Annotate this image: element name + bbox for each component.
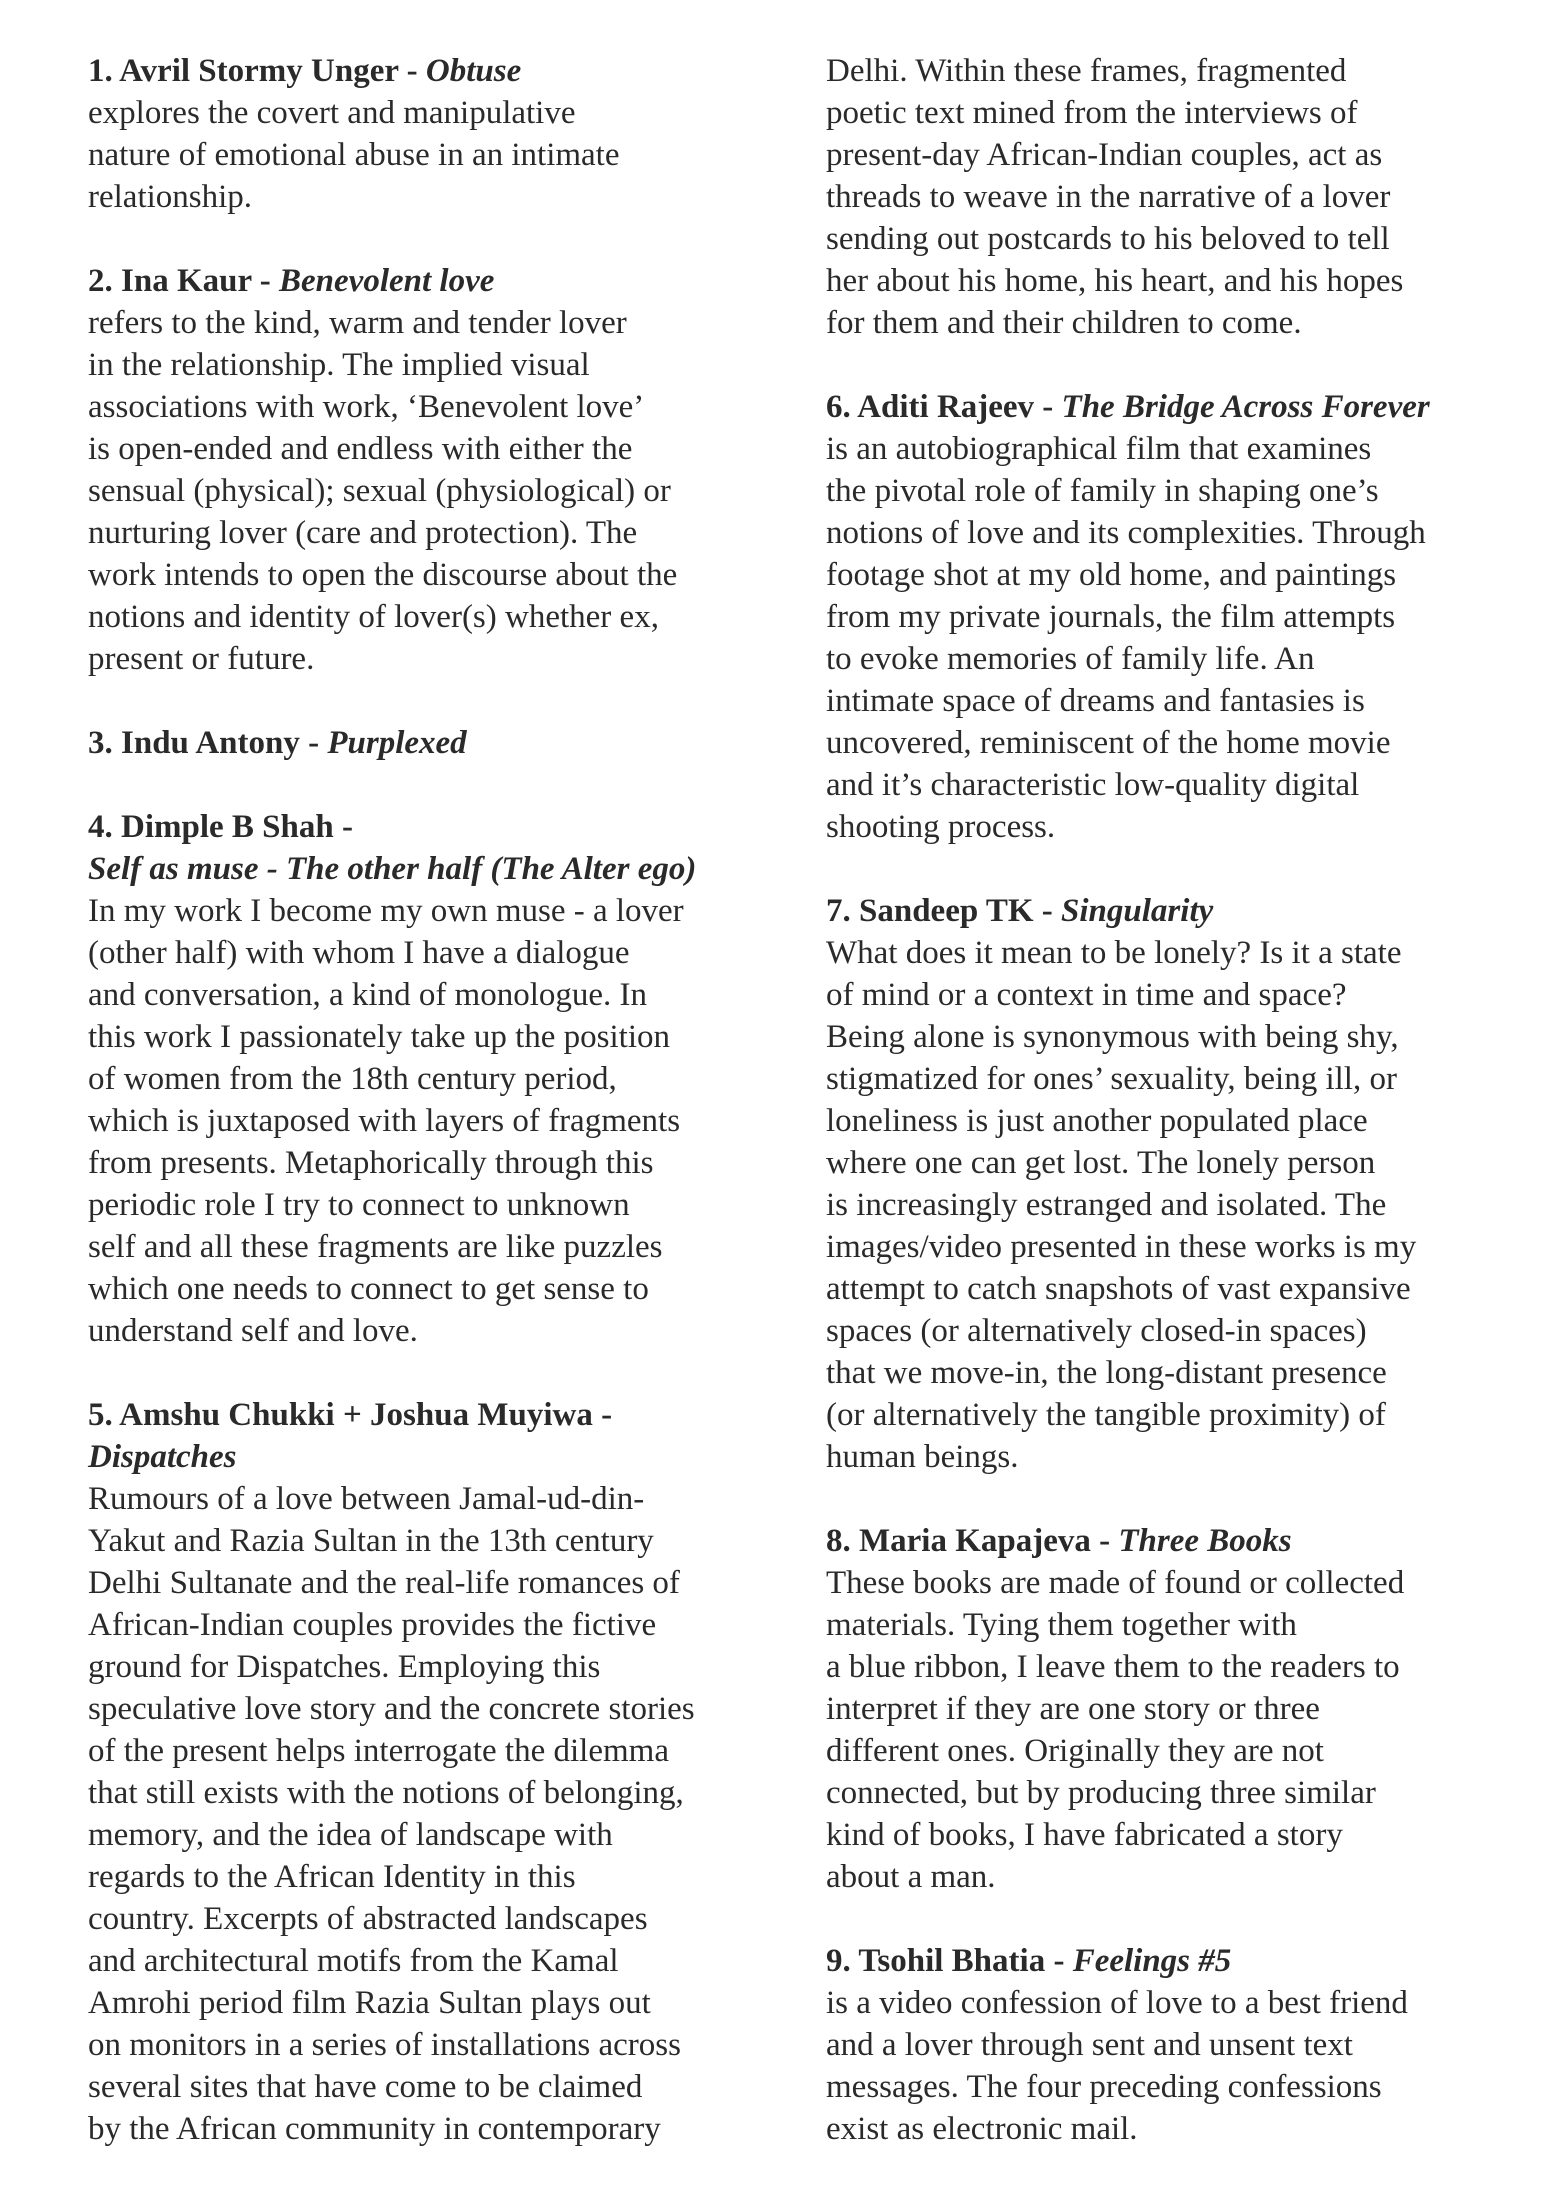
body-line: is an autobiographical film that examines [826, 431, 1372, 467]
right-column [826, 50, 1466, 2150]
artist-entry-3 [88, 722, 740, 764]
artist-entry-8 [826, 1520, 1466, 1898]
body-line: Yakut and Razia Sultan in the 13th century [88, 1523, 654, 1559]
body-line: this work I passionately take up the position [88, 1019, 670, 1055]
entry-heading-line [88, 50, 740, 92]
body-line: of women from the 18th century period, [88, 1061, 617, 1097]
body-line: a blue ribbon, I leave them to the readers to [826, 1649, 1400, 1685]
body-line: that still exists with the notions of belonging, [88, 1775, 684, 1811]
continuation-text [826, 50, 1466, 344]
body-line: memory, and the idea of landscape with [88, 1817, 613, 1853]
body-line: (or alternatively the tangible proximity) of [826, 1397, 1386, 1433]
body-line: refers to the kind, warm and tender lover [88, 305, 627, 341]
body-line: notions of love and its complexities. Through [826, 515, 1426, 551]
body-line: ground for Dispatches. Employing this [88, 1649, 601, 1685]
entry-heading-line [826, 386, 1466, 428]
body-line: by the African community in contemporary [88, 2111, 661, 2147]
body-line: and architectural motifs from the Kamal [88, 1943, 619, 1979]
left-column [88, 50, 740, 2150]
body-line: present-day African-Indian couples, act as [826, 137, 1383, 173]
body-line: explores the covert and manipulative [88, 95, 576, 131]
body-line: stigmatized for ones’ sexuality, being ill, or [826, 1061, 1397, 1097]
body-line: materials. Tying them together with [826, 1607, 1297, 1643]
body-line: threads to weave in the narrative of a lover [826, 179, 1391, 215]
body-line: from my private journals, the film attempts [826, 599, 1396, 635]
body-line: sensual (physical); sexual (physiological) or [88, 473, 671, 509]
entry-title: Singularity [1061, 893, 1214, 929]
body-line: attempt to catch snapshots of vast expansive [826, 1271, 1411, 1307]
body-line: connected, but by producing three similar [826, 1775, 1376, 1811]
entry-heading-line [826, 890, 1466, 932]
artist-entry-1 [88, 50, 740, 218]
entry-heading: 1. Avril Stormy Unger - [88, 53, 426, 89]
body-line: which one needs to connect to get sense to [88, 1271, 649, 1307]
body-line: present or future. [88, 641, 315, 677]
body-line: of mind or a context in time and space? [826, 977, 1347, 1013]
body-line: that we move-in, the long-distant presence [826, 1355, 1387, 1391]
body-line: human beings. [826, 1439, 1019, 1475]
body-line: loneliness is just another populated place [826, 1103, 1368, 1139]
entry-title: Obtuse [425, 53, 522, 89]
body-line: work intends to open the discourse about the [88, 557, 678, 593]
entry-heading: 4. Dimple B Shah - [88, 809, 353, 845]
body-line: about a man. [826, 1859, 996, 1895]
body-line: her about his home, his heart, and his hopes [826, 263, 1404, 299]
entry-title: Self as muse - The other half (The Alter ego) [88, 851, 697, 887]
body-line: images/video presented in these works is my [826, 1229, 1417, 1265]
entry-title: Feelings #5 [1072, 1943, 1232, 1979]
body-line: uncovered, reminiscent of the home movie [826, 725, 1391, 761]
body-line: understand self and love. [88, 1313, 418, 1349]
entry-heading: 7. Sandeep TK - [826, 893, 1062, 929]
body-line: African-Indian couples provides the fictive [88, 1607, 657, 1643]
artist-entry-2 [88, 260, 740, 680]
body-line: shooting process. [826, 809, 1056, 845]
body-line: for them and their children to come. [826, 305, 1302, 341]
body-line: and conversation, a kind of monologue. In [88, 977, 648, 1013]
body-line: several sites that have come to be claimed [88, 2069, 643, 2105]
artist-entry-7 [826, 890, 1466, 1478]
entry-title: Three Books [1118, 1523, 1292, 1559]
artist-entry-5 [88, 1394, 740, 2150]
body-line: and it’s characteristic low-quality digital [826, 767, 1360, 803]
body-line: footage shot at my old home, and paintings [826, 557, 1397, 593]
body-line: sending out postcards to his beloved to tell [826, 221, 1390, 257]
body-line: In my work I become my own muse - a lover [88, 893, 684, 929]
artist-entry-4 [88, 806, 740, 1352]
body-line: is open-ended and endless with either the [88, 431, 633, 467]
body-line: associations with work, ‘Benevolent love’ [88, 389, 645, 425]
body-line: where one can get lost. The lonely person [826, 1145, 1376, 1181]
body-line: Being alone is synonymous with being shy, [826, 1019, 1399, 1055]
body-line: Amrohi period film Razia Sultan plays out [88, 1985, 651, 2021]
entry-title: Benevolent love [279, 263, 495, 299]
body-line: exist as electronic mail. [826, 2111, 1138, 2147]
body-line: relationship. [88, 179, 253, 215]
body-line: different ones. Originally they are not [826, 1733, 1324, 1769]
body-line: messages. The four preceding confessions [826, 2069, 1382, 2105]
body-line: which is juxtaposed with layers of fragments [88, 1103, 681, 1139]
body-line: kind of books, I have fabricated a story [826, 1817, 1343, 1853]
body-line: interpret if they are one story or three [826, 1691, 1320, 1727]
body-line: speculative love story and the concrete stories [88, 1691, 695, 1727]
body-line: Rumours of a love between Jamal-ud-din- [88, 1481, 645, 1517]
body-line: notions and identity of lover(s) whether ex, [88, 599, 659, 635]
body-line: Delhi. Within these frames, fragmented [826, 53, 1347, 89]
body-line: periodic role I try to connect to unknown [88, 1187, 630, 1223]
body-line: is increasingly estranged and isolated. The [826, 1187, 1387, 1223]
entry-title: The Bridge Across Forever [1061, 389, 1430, 425]
entry-heading: 8. Maria Kapajeva - [826, 1523, 1119, 1559]
artist-entry-9 [826, 1940, 1466, 2150]
entry-heading: 5. Amshu Chukki + Joshua Muyiwa - [88, 1397, 613, 1433]
entry-heading-line [88, 722, 740, 764]
entry-heading-line [826, 1520, 1466, 1562]
entry-heading: 6. Aditi Rajeev - [826, 389, 1062, 425]
body-line: intimate space of dreams and fantasies is [826, 683, 1365, 719]
entry-heading-line [88, 260, 740, 302]
entry-heading: 9. Tsohil Bhatia - [826, 1943, 1073, 1979]
body-line: to evoke memories of family life. An [826, 641, 1315, 677]
artist-entry-6 [826, 386, 1466, 848]
entry-heading: 3. Indu Antony - [88, 725, 328, 761]
body-line: poetic text mined from the interviews of [826, 95, 1358, 131]
body-line: of the present helps interrogate the dilemma [88, 1733, 669, 1769]
body-line: self and all these fragments are like puzzles [88, 1229, 663, 1265]
body-line: These books are made of found or collected [826, 1565, 1405, 1601]
body-line: (other half) with whom I have a dialogue [88, 935, 630, 971]
entry-heading-line [826, 1940, 1466, 1982]
body-line: nurturing lover (care and protection). The [88, 515, 638, 551]
body-line: spaces (or alternatively closed-in spaces) [826, 1313, 1367, 1349]
body-line: and a lover through sent and unsent text [826, 2027, 1353, 2063]
body-line: the pivotal role of family in shaping one’s [826, 473, 1379, 509]
body-line: nature of emotional abuse in an intimate [88, 137, 620, 173]
body-line: What does it mean to be lonely? Is it a state [826, 935, 1402, 971]
body-line: is a video confession of love to a best friend [826, 1985, 1408, 2021]
entry-title: Purplexed [327, 725, 467, 761]
body-line: regards to the African Identity in this [88, 1859, 576, 1895]
body-line: on monitors in a series of installations across [88, 2027, 681, 2063]
entry-title: Dispatches [88, 1439, 237, 1475]
body-line: country. Excerpts of abstracted landscapes [88, 1901, 648, 1937]
entry-heading: 2. Ina Kaur - [88, 263, 280, 299]
body-line: Delhi Sultanate and the real-life romances of [88, 1565, 680, 1601]
body-line: from presents. Metaphorically through this [88, 1145, 654, 1181]
body-line: in the relationship. The implied visual [88, 347, 590, 383]
